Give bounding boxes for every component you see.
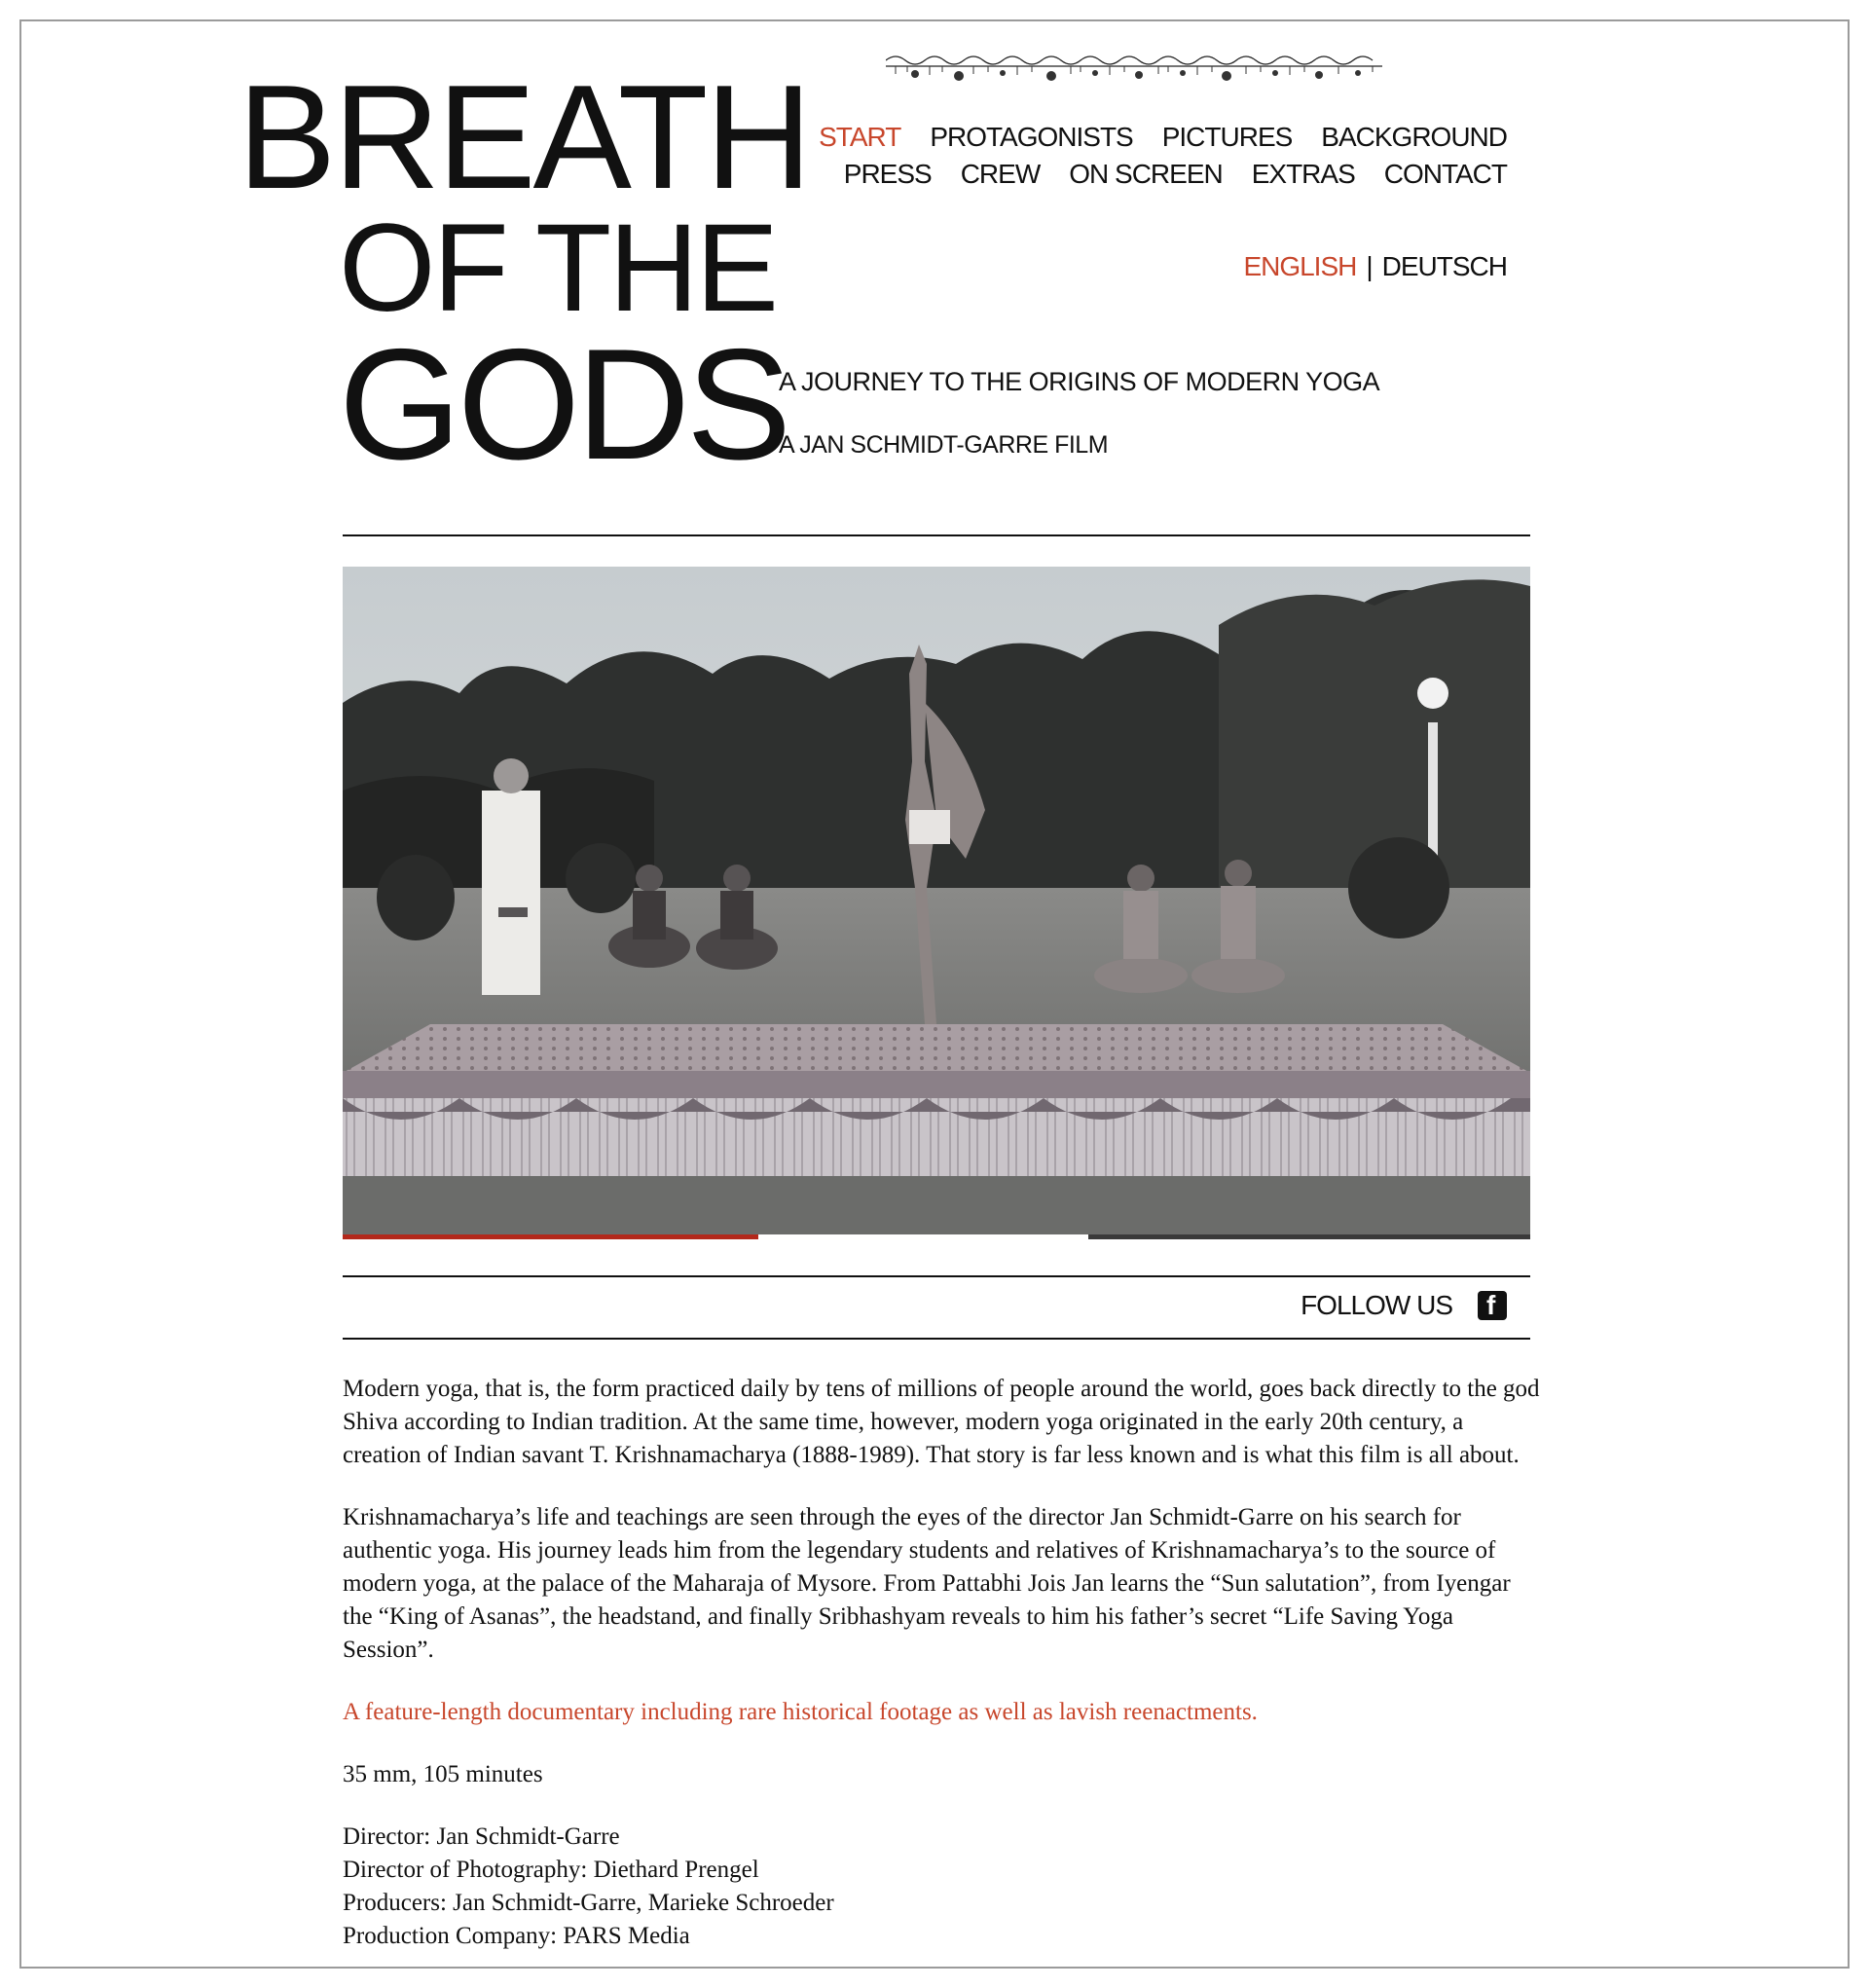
divider-follow-top bbox=[343, 1275, 1530, 1277]
divider-top bbox=[343, 534, 1530, 536]
title-line-1: BREATH bbox=[238, 55, 810, 220]
nav-protagonists[interactable]: PROTAGONISTS bbox=[930, 122, 1133, 152]
credit-producers: Producers: Jan Schmidt-Garre, Marieke Schroeder bbox=[343, 1890, 834, 1916]
tagline: A JOURNEY TO THE ORIGINS OF MODERN YOGA bbox=[779, 367, 1380, 396]
nav-start[interactable]: START bbox=[819, 122, 901, 152]
credit-director: Director: Jan Schmidt-Garre bbox=[343, 1823, 620, 1850]
credit-dop: Director of Photography: Diethard Prengel bbox=[343, 1857, 759, 1883]
lang-separator: | bbox=[1366, 251, 1373, 281]
nav-background[interactable]: BACKGROUND bbox=[1321, 122, 1507, 152]
divider-follow-bottom bbox=[343, 1338, 1530, 1340]
title-line-3: GODS bbox=[339, 316, 788, 493]
facebook-icon[interactable]: f bbox=[1478, 1291, 1507, 1320]
lang-english[interactable]: ENGLISH bbox=[1243, 251, 1357, 281]
intro-paragraph-2: Krishnamacharya’s life and teachings are seen through the eyes of the director Jan Schmidt-Garre on his search for authentic yoga. His journey leads him from the legendary students and relatives of Krishnamacharya’s to the source of modern yoga, at the palace of the Maharaja of Mysore. From Pattabhi Jois Jan learns the “Sun salutation”, from Iyengar the “King of Asanas”, the headstand, and finally Sribhashyam reveals to him his father’s secret “Life Saving Yoga Session”. bbox=[343, 1504, 1511, 1663]
main-nav bbox=[789, 119, 1507, 193]
nav-pictures[interactable]: PICTURES bbox=[1161, 122, 1293, 152]
hero-photo[interactable] bbox=[343, 567, 1530, 1234]
highlight-text: A feature-length documentary including rare historical footage as well as lavish reenactments. bbox=[343, 1699, 1258, 1725]
ornament-border-icon bbox=[886, 49, 1382, 90]
intro-paragraph-1: Modern yoga, that is, the form practiced daily by tens of millions of people around the world, goes back directly to the god Shiva according to Indian tradition. At the same time, however, modern yoga originated in the early 20th century, a creation of Indian savant T. Krishnamacharya (1888-1989). That story is far less known and is what this film is all about. bbox=[343, 1376, 1540, 1468]
nav-press[interactable]: PRESS bbox=[843, 159, 932, 189]
page-frame bbox=[19, 19, 1850, 1969]
nav-on-screen[interactable]: ON SCREEN bbox=[1069, 159, 1223, 189]
nav-row-1 bbox=[789, 119, 1507, 156]
slideshow-progress-tail bbox=[1088, 1234, 1530, 1239]
nav-crew[interactable]: CREW bbox=[960, 159, 1041, 189]
slideshow-progress-fill bbox=[343, 1234, 758, 1239]
intro-text bbox=[343, 1373, 1540, 1953]
credits-list bbox=[343, 1821, 1540, 1953]
nav-row-2 bbox=[789, 156, 1507, 193]
follow-us-label: FOLLOW US bbox=[1301, 1290, 1452, 1320]
language-switcher bbox=[1243, 251, 1507, 282]
nav-contact[interactable]: CONTACT bbox=[1383, 159, 1507, 189]
title-line-2: OF THE bbox=[339, 199, 776, 338]
credit-production-company: Production Company: PARS Media bbox=[343, 1923, 690, 1949]
slideshow-progress[interactable] bbox=[343, 1234, 1530, 1239]
lang-deutsch[interactable]: DEUTSCH bbox=[1381, 251, 1507, 281]
film-credit: A JAN SCHMIDT-GARRE FILM bbox=[779, 431, 1109, 459]
nav-extras[interactable]: EXTRAS bbox=[1251, 159, 1355, 189]
format-info: 35 mm, 105 minutes bbox=[343, 1761, 543, 1787]
follow-us[interactable] bbox=[1301, 1290, 1507, 1321]
